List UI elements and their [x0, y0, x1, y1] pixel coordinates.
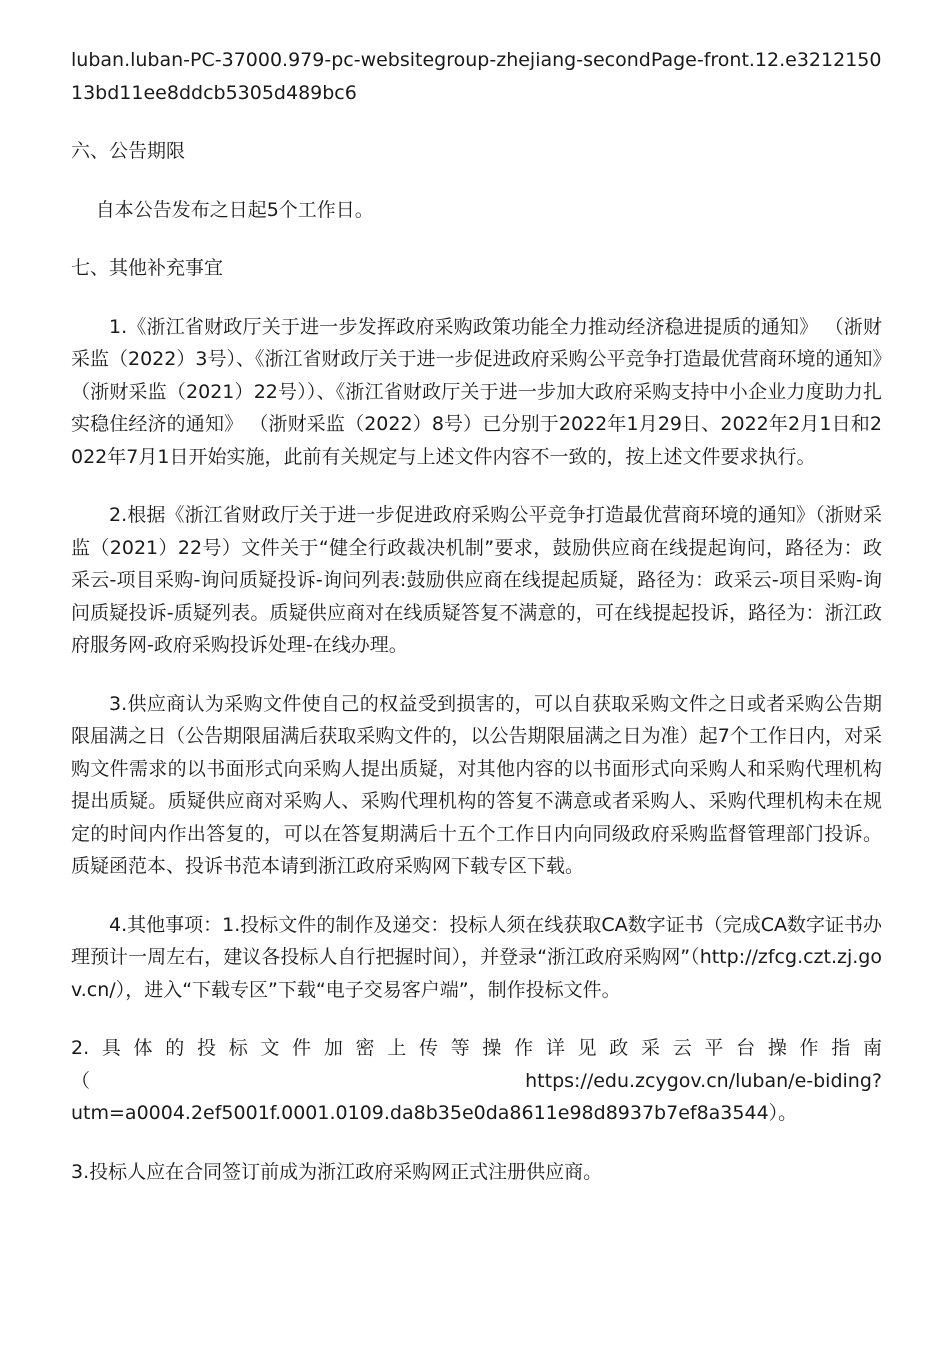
section-6-heading: 六、公告期限 [71, 140, 186, 162]
supplement-item-4: 4.其他事项：1.投标文件的制作及递交：投标人须在线获取CA数字证书（完成CA数字证书办理预计一周左右，建议各投标人自行把握时间），并登录“浙江政府采购网”（http://zfcg.czt.zj.gov.cn/），进入“下载专区”下载“电子交易客户端”，制作投标文件。 [71, 913, 882, 1001]
sub-item-2-block [71, 1032, 882, 1130]
document-page [71, 44, 882, 1214]
url-tail-text: luban.luban-PC-37000.979-pc-websitegroup-zhejiang-secondPage-front.12.e321215013bd11ee8ddcb5305d489bc6 [71, 49, 882, 104]
open-paren: （ [71, 1069, 305, 1092]
guide-url: https://edu.zcygov.cn/luban/e-biding? [525, 1069, 882, 1092]
section-6-body: 自本公告发布之日起5个工作日。 [95, 198, 374, 221]
supplement-item-1: 1.《浙江省财政厅关于进一步发挥政府采购政策功能全力推动经济稳进提质的通知》 （浙财采监（2022）3号）、《浙江省财政厅关于进一步促进政府采购公平竞争打造最优营商环境的通知》（浙财采监（2021）22号））、《浙江省财政厅关于进一步加大政府采购支持中小企业力度助力扎实稳住经济的通知》 （浙财采监（2022）8号）已分别于2022年1月29日、2022年2月1日和2022年7月1日开始实施，此前有关规定与上述文件内容不一致的，按上述文件要求执行。 [71, 315, 882, 468]
sub-item-3: 3.投标人应在合同签订前成为浙江政府采购网正式注册供应商。 [71, 1160, 603, 1183]
sub-item-2-line-2 [71, 1065, 882, 1098]
sub-item-2-line-3: utm=a0004.2ef5001f.0001.0109.da8b35e0da8611e98d8937b7ef8a3544）。 [71, 1102, 798, 1124]
section-7-heading: 七、其他补充事宜 [71, 257, 224, 279]
supplement-item-3: 3.供应商认为采购文件使自己的权益受到损害的，可以自获取采购文件之日或者采购公告期限届满之日（公告期限届满后获取采购文件的，以公告期限届满之日为准）起7个工作日内，对采购文件需求的以书面形式向采购人提出质疑，对其他内容的以书面形式向采购人和采购代理机构提出质疑。质疑供应商对采购人、采购代理机构的答复不满意或者采购人、采购代理机构未在规定的时间内作出答复的，可以在答复期满后十五个工作日内向同级政府采购监督管理部门投诉。质疑函范本、投诉书范本请到浙江政府采购网下载专区下载。 [71, 692, 882, 877]
supplement-item-2: 2.根据《浙江省财政厅关于进一步促进政府采购公平竞争打造最优营商环境的通知》（浙财采监（2021）22号）文件关于“健全行政裁决机制”要求，鼓励供应商在线提起询问，路径为：政采云-项目采购-询问质疑投诉-询问列表:鼓励供应商在线提起质疑，路径为：政采云-项目采购-询问质疑投诉-质疑列表。质疑供应商对在线质疑答复不满意的，可在线提起投诉，路径为：浙江政府服务网-政府采购投诉处理-在线办理。 [71, 504, 882, 656]
sub-item-2-line-1: 2.具体的投标文件加密上传等操作详见政采云平台操作指南 [71, 1037, 882, 1059]
